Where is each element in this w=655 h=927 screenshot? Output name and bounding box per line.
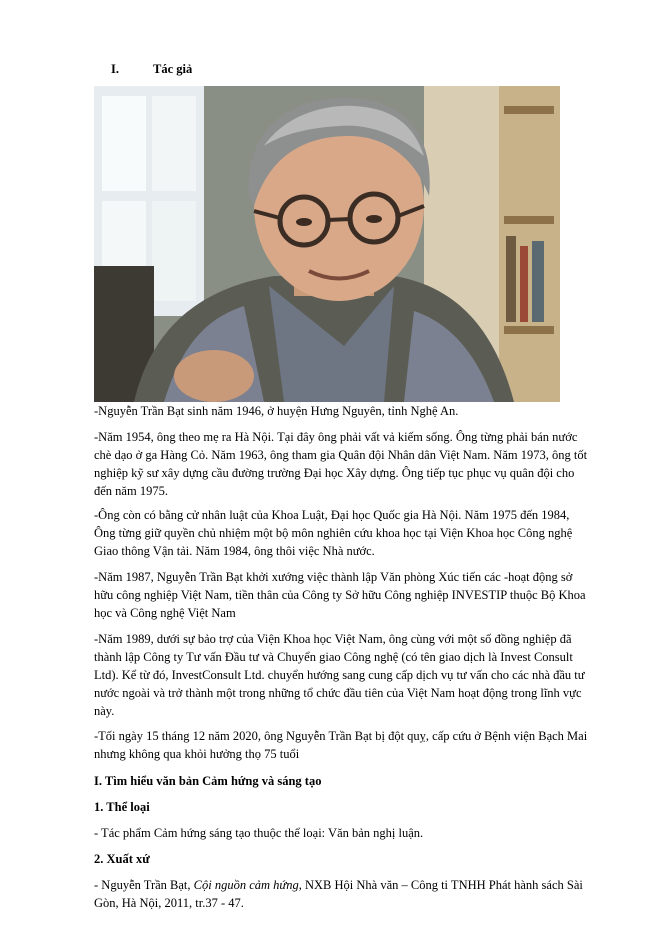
bio-paragraph: -Năm 1989, dưới sự bảo trợ của Viện Khoa học Việt Nam, ông cùng với một số đồng nghiệp đã thành lập Công ty Tư vấn Đầu tư và Chuyển giao Công nghệ (có tên giao dịch là Invest Consult Ltd). Kể từ đó, InvestConsult Ltd. chuyển hướng sang cung cấp dịch vụ tư vấn cho các nhà đầu tư nước ngoài và trở thành một trong những tổ chức đầu tiên của Việt Nam hoạt động trong lĩnh vực này. xyxy=(94,632,585,718)
bio-paragraph: -Ông còn có bằng cử nhân luật của Khoa Luật, Đại học Quốc gia Hà Nội. Năm 1975 đến 1984, Ông từng giữ quyền chủ nhiệm một bộ môn nghiên cứu khoa học tại Viện Khoa học Công nghệ Giao thông Vận tải. Năm 1984, ông thôi việc Nhà nước. xyxy=(94,508,573,558)
bio-paragraph: -Năm 1954, ông theo mẹ ra Hà Nội. Tại đây ông phải vất vả kiếm sống. Ông từng phải bán nước chè dạo ở ga Hàng Cỏ. Năm 1963, ông tham gia Quân đội Nhân dân Việt Nam. Năm 1973, ông tốt nghiệp kỹ sư xây dựng cầu đường trường Đại học Xây dựng. Ông tiếp tục phục vụ quân đội cho đến năm 1975. xyxy=(94,430,588,498)
bio-paragraph: -Năm 1987, Nguyễn Trần Bạt khởi xướng việc thành lập Văn phòng Xúc tiến các -hoạt động sở hữu công nghiệp Việt Nam, tiền thân của Công ty Sở hữu Công nghiệp INVESTIP thuộc Bộ Khoa học và Công nghệ Việt Nam xyxy=(94,570,586,620)
section-heading-text-study: I. Tìm hiểu văn bản Cảm hứng và sáng tạo xyxy=(94,774,322,788)
author-bio-6 xyxy=(94,727,594,763)
origin-text xyxy=(94,876,594,912)
heading-title: Tác giả xyxy=(153,62,193,76)
author-bio-5 xyxy=(94,630,594,720)
author-bio-4 xyxy=(94,568,594,622)
section-heading-author xyxy=(111,62,192,77)
subheading-genre: 1. Thể loại xyxy=(94,800,150,814)
author-bio-2 xyxy=(94,428,594,500)
origin-text-before: - Nguyễn Trần Bạt, xyxy=(94,878,194,892)
author-bio-1 xyxy=(94,402,594,420)
bio-paragraph: -Nguyễn Trần Bạt sinh năm 1946, ở huyện Hưng Nguyên, tỉnh Nghệ An. xyxy=(94,404,459,418)
author-photo xyxy=(94,86,560,402)
heading-number: I. xyxy=(111,62,119,76)
bio-paragraph: -Tối ngày 15 tháng 12 năm 2020, ông Nguyễn Trần Bạt bị đột quỵ, cấp cứu ở Bệnh viện Bạch Mai nhưng không qua khỏi hưởng thọ 75 tuổi xyxy=(94,729,588,761)
subheading-origin: 2. Xuất xứ xyxy=(94,852,150,866)
origin-book-title: Cội nguồn cảm hứng xyxy=(193,878,299,892)
genre-text: - Tác phẩm Cảm hứng sáng tạo thuộc thể loại: Văn bản nghị luận. xyxy=(94,826,424,840)
origin-text-after: , NXB Hội Nhà văn – Công ti TNHH Phát hành sách Sài Gòn, Hà Nội, 2011, tr.37 - 47. xyxy=(94,878,583,910)
author-bio-3 xyxy=(94,506,594,560)
